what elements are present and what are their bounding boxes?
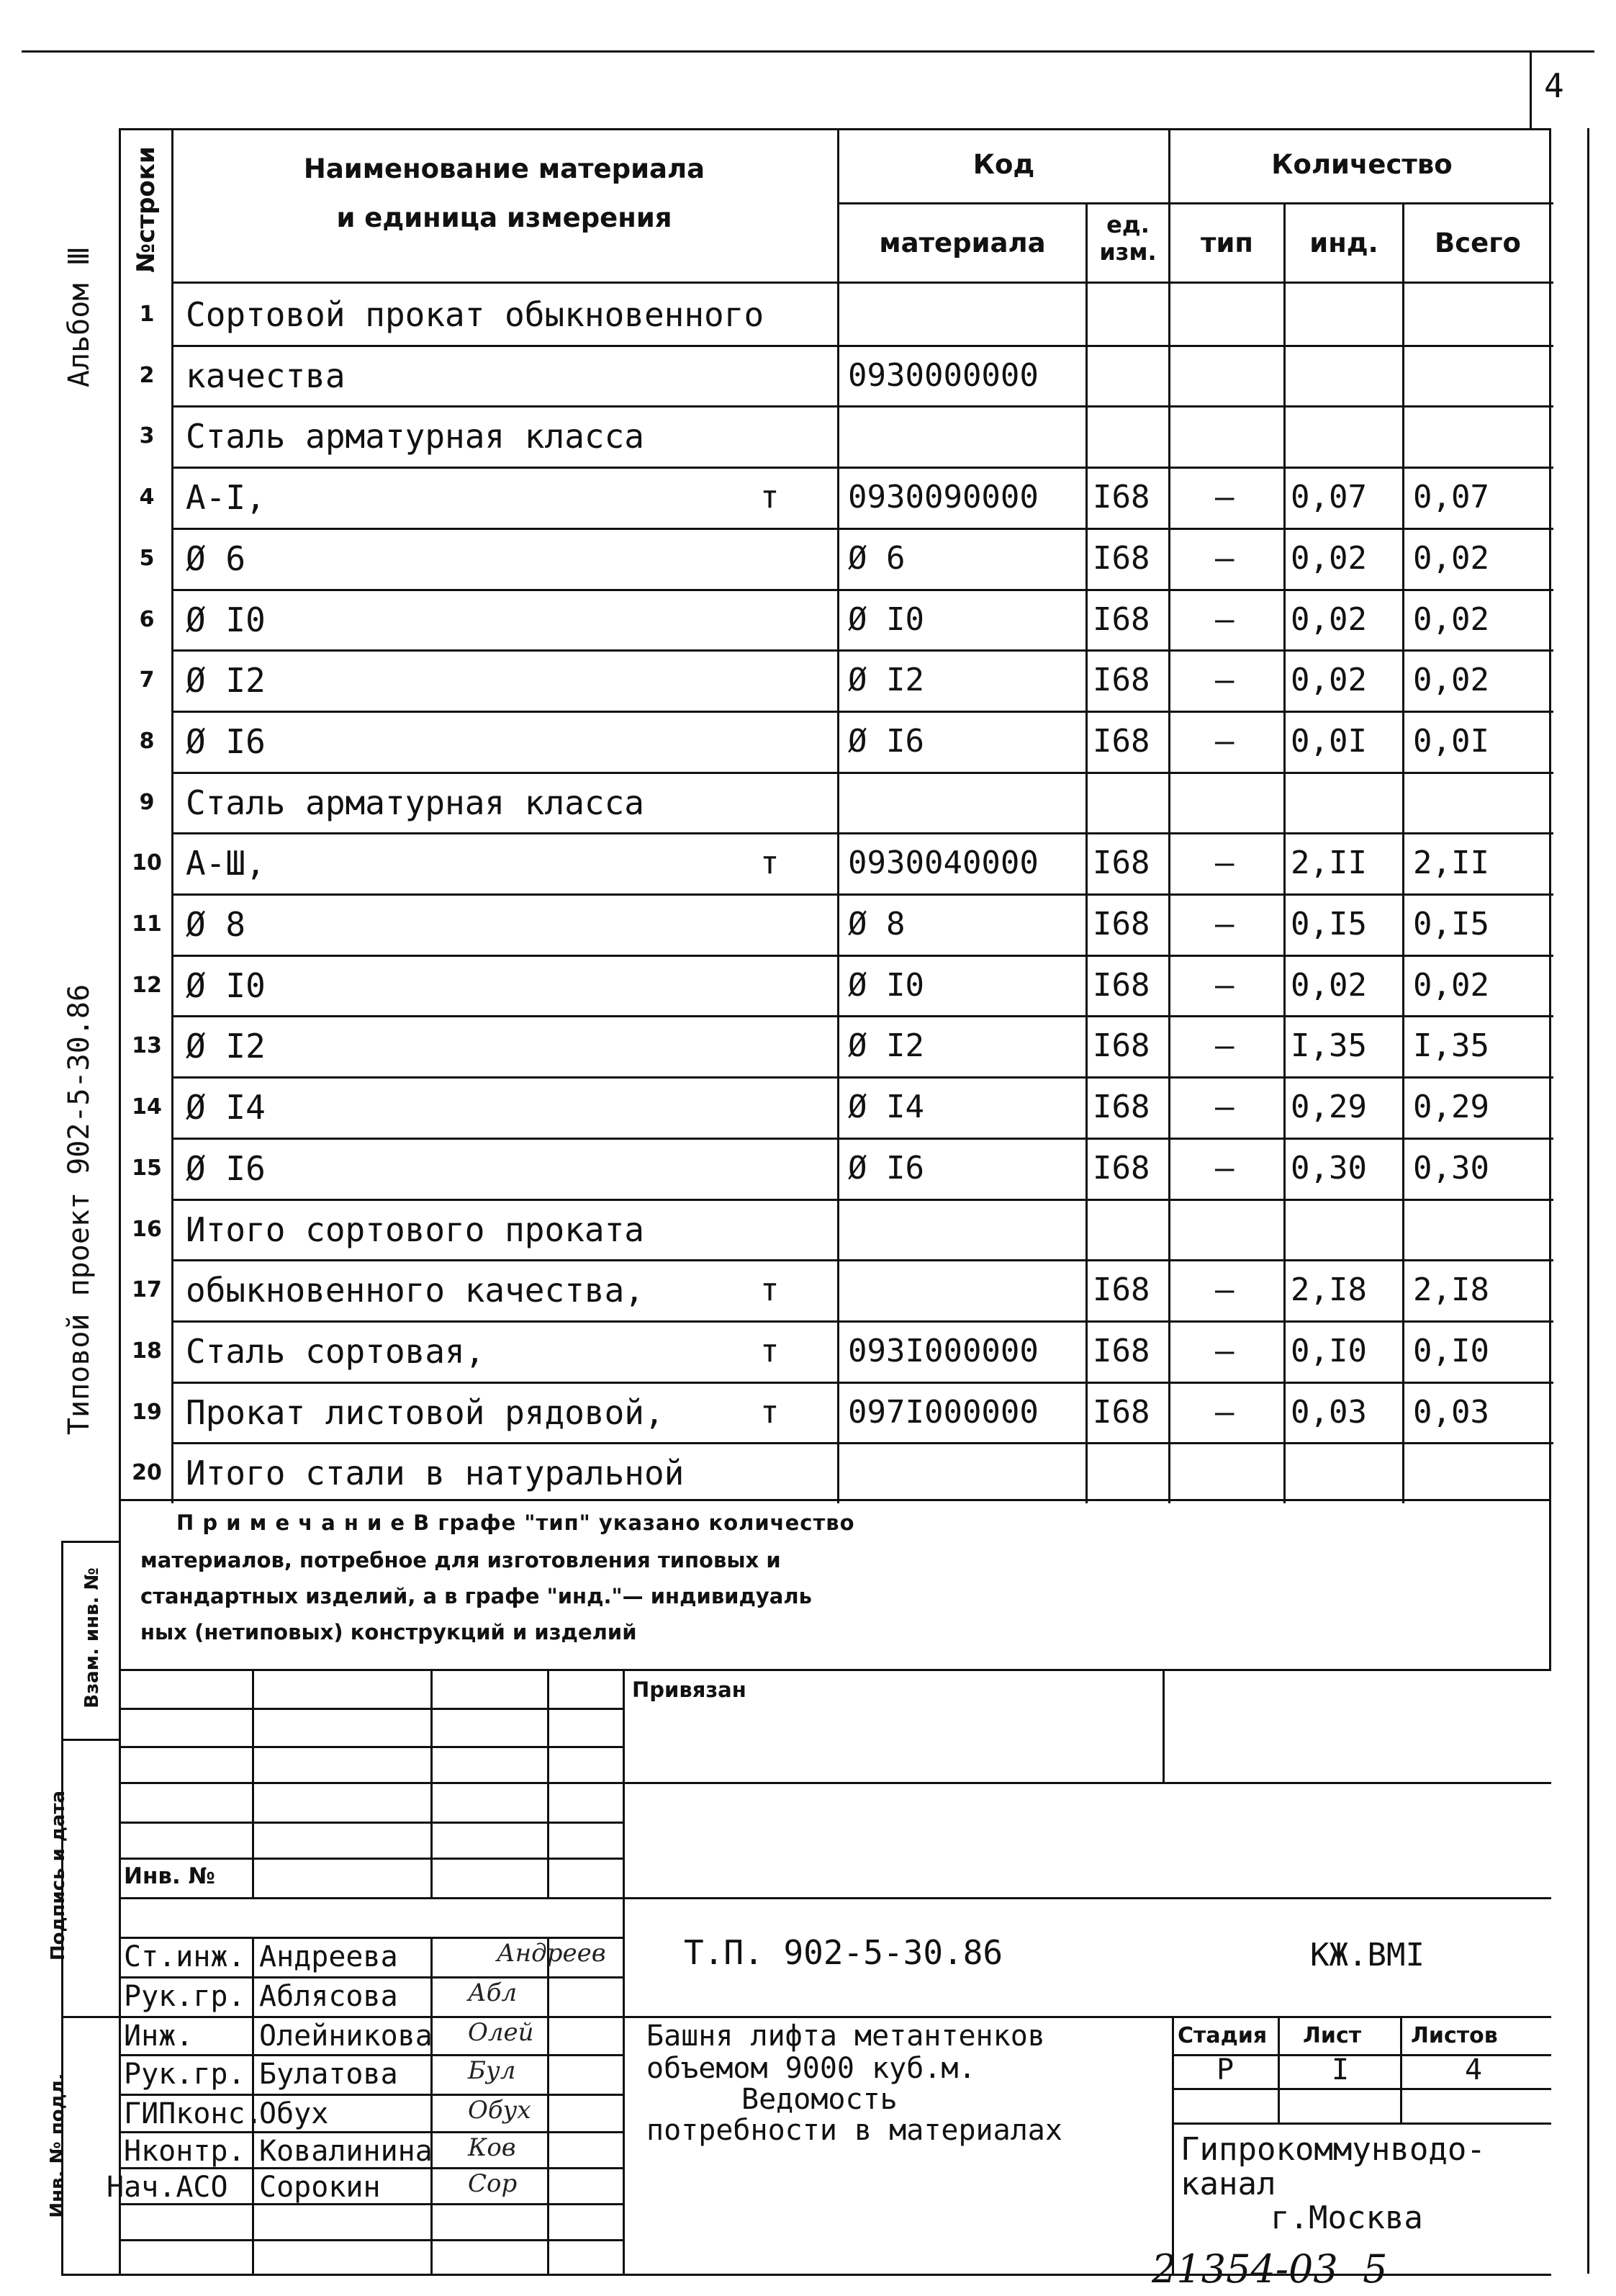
qty-ind: 0,I5	[1291, 906, 1367, 942]
qty-total: 0,02	[1413, 967, 1489, 1004]
qty-total: 0,07	[1413, 479, 1489, 516]
qty-typ: –	[1215, 723, 1234, 760]
qty-total: 0,03	[1413, 1394, 1489, 1431]
signer-name: Булатова	[259, 2058, 398, 2091]
signature: Олей	[468, 2018, 534, 2047]
unit-code: I68	[1093, 1150, 1150, 1187]
qty-total: 2,I8	[1413, 1271, 1489, 1308]
row-number: 8	[139, 729, 155, 754]
row-number: 12	[132, 973, 162, 998]
signature: Абл	[468, 1978, 518, 2007]
row-number: 2	[139, 363, 155, 388]
note-line: П р и м е ч а н и е В графе "тип" указано количество	[176, 1511, 855, 1535]
unit-code: I68	[1093, 601, 1150, 638]
signer-name: Аблясова	[259, 1980, 398, 2013]
unit-code: I68	[1093, 723, 1150, 760]
table-row	[121, 1015, 1553, 1076]
unit: т	[760, 479, 780, 516]
unit-code: I68	[1093, 662, 1150, 698]
material-code: Ø 6	[848, 540, 906, 577]
unit-code: I68	[1093, 1027, 1150, 1064]
signer-name: Олейникова	[259, 2020, 433, 2053]
signer-role: Нконтр.	[124, 2135, 245, 2168]
material-name: А-Ш,	[186, 844, 266, 883]
signature: Обух	[468, 2096, 531, 2125]
table-row	[121, 345, 1553, 406]
description-line: потребности в материалах	[646, 2114, 1062, 2147]
qty-total: 0,29	[1413, 1089, 1489, 1125]
material-code: Ø I4	[848, 1089, 924, 1125]
material-name: Итого сортового проката	[186, 1210, 644, 1249]
row-number: 3	[139, 423, 155, 449]
qty-typ: –	[1215, 601, 1234, 638]
sheets-label: Листов	[1411, 2023, 1498, 2048]
sheet-number: 4	[1544, 66, 1564, 105]
material-name: Итого стали в натуральной	[186, 1454, 685, 1493]
signature: Андреев	[497, 1939, 606, 1968]
qty-typ: –	[1215, 1333, 1234, 1369]
table-row	[121, 955, 1553, 1016]
material-code: 0930040000	[848, 845, 1039, 881]
table-row	[121, 1442, 1553, 1503]
unit-code: I68	[1093, 479, 1150, 516]
qty-total: I,35	[1413, 1027, 1489, 1064]
signer-role: Инж.	[124, 2020, 194, 2053]
stage-value: Р	[1216, 2053, 1234, 2086]
row-number: 11	[132, 911, 162, 937]
unit: т	[760, 1333, 780, 1369]
table-row	[121, 528, 1553, 589]
qty-ind: 0,I0	[1291, 1333, 1367, 1369]
qty-typ: –	[1215, 906, 1234, 942]
unit-code: I68	[1093, 1271, 1150, 1308]
qty-ind: 0,0I	[1291, 723, 1367, 760]
stage-label: Стадия	[1178, 2023, 1268, 2048]
material-name: А-I,	[186, 478, 266, 517]
row-number: 20	[132, 1460, 162, 1485]
qty-typ: –	[1215, 1271, 1234, 1308]
row-number: 14	[132, 1094, 162, 1120]
sheet-code: КЖ.ВМI	[1310, 1937, 1425, 1973]
qty-ind: 0,02	[1291, 662, 1367, 698]
material-name: Ø I0	[186, 600, 266, 639]
table-row	[121, 711, 1553, 772]
unit: т	[760, 845, 780, 881]
material-code: Ø I6	[848, 723, 924, 760]
qty-total: 0,30	[1413, 1150, 1489, 1187]
row-number: 18	[132, 1338, 162, 1364]
unit: т	[760, 1271, 780, 1308]
row-number: 15	[132, 1156, 162, 1181]
sheet-label: Лист	[1303, 2023, 1362, 2048]
signer-name: Ковалинина	[259, 2135, 433, 2168]
table-row	[121, 649, 1553, 711]
qty-typ: –	[1215, 1089, 1234, 1125]
material-code: 0930000000	[848, 357, 1039, 394]
qty-ind: 0,02	[1291, 967, 1367, 1004]
table-row	[121, 284, 1553, 345]
table-row	[121, 1320, 1553, 1382]
note-line: ных (нетиповых) конструкций и изделий	[140, 1620, 637, 1644]
sheet-number-box-left	[1530, 50, 1532, 128]
material-name: Ø I4	[186, 1088, 266, 1127]
album-label: Альбом Ⅲ	[63, 246, 96, 388]
signer-name: Обух	[259, 2097, 329, 2130]
table-row	[121, 1259, 1553, 1320]
unit-code: I68	[1093, 540, 1150, 577]
unit-header-line1: ед.	[1106, 211, 1150, 238]
material-code: 093I000000	[848, 1333, 1039, 1369]
qty-ind: 0,07	[1291, 479, 1367, 516]
qty-typ: –	[1215, 1394, 1234, 1431]
table-row	[121, 405, 1553, 467]
row-number: 7	[139, 667, 155, 693]
signer-role: Ст.инж.	[124, 1940, 245, 1973]
qty-total: 0,02	[1413, 662, 1489, 698]
row-number: 19	[132, 1400, 162, 1425]
signer-role: Нач.АСО	[107, 2171, 228, 2204]
original-inv-label: Инв. № подл.	[47, 2073, 68, 2218]
row-number: 9	[139, 790, 155, 815]
unit-code: I68	[1093, 845, 1150, 881]
qty-typ: –	[1215, 540, 1234, 577]
unit-code: I68	[1093, 967, 1150, 1004]
row-number: 17	[132, 1277, 162, 1302]
signature: Бул	[468, 2056, 516, 2085]
name-header-line2: и единица измерения	[336, 202, 672, 233]
row-number: 13	[132, 1033, 162, 1058]
note-line: стандартных изделий, а в графе "инд."— индивидуаль	[140, 1584, 812, 1608]
inv-no-label: Инв. №	[124, 1863, 215, 1889]
description-line: Башня лифта метантенков	[646, 2020, 1045, 2053]
sheet-value: I	[1332, 2053, 1350, 2086]
project-label: Типовой проект 902-5-30.86	[63, 983, 96, 1436]
row-number: 6	[139, 607, 155, 632]
material-code: 097I000000	[848, 1394, 1039, 1431]
privyazan-label: Привязан	[632, 1678, 746, 1702]
qty-total: 0,I0	[1413, 1333, 1489, 1369]
material-name: Ø I6	[186, 722, 266, 761]
material-name: Сталь сортовая,	[186, 1332, 485, 1371]
signature: Ков	[468, 2133, 516, 2162]
unit: т	[760, 1394, 780, 1431]
organization-line: г.Москва	[1270, 2200, 1423, 2236]
qty-total: 0,02	[1413, 540, 1489, 577]
qty-ind: 0,02	[1291, 540, 1367, 577]
doc-code: Т.П. 902-5-30.86	[684, 1933, 1003, 1972]
qty-total: 0,0I	[1413, 723, 1489, 760]
qty-typ: –	[1215, 662, 1234, 698]
materials-table	[119, 128, 1551, 1501]
material-code-header: материала	[879, 228, 1046, 258]
signer-role: Рук.гр.	[124, 1980, 245, 2013]
row-number: 5	[139, 546, 155, 571]
signer-name: Сорокин	[259, 2171, 381, 2204]
description-line: объемом 9000 куб.м.	[646, 2052, 976, 2085]
note-line: материалов, потребное для изготовления типовых и	[140, 1548, 781, 1572]
signature: Сор	[468, 2169, 518, 2198]
table-row	[121, 1076, 1553, 1138]
material-name: обыкновенного качества,	[186, 1271, 644, 1310]
code-header: Код	[972, 149, 1035, 180]
qty-ind: I,35	[1291, 1027, 1367, 1064]
unit-code: I68	[1093, 1333, 1150, 1369]
table-row	[121, 893, 1553, 955]
material-name: качества	[186, 356, 346, 395]
material-name: Сортовой прокат обыкновенного	[186, 295, 764, 334]
material-name: Ø 6	[186, 539, 246, 578]
row-number-header: №строки	[132, 146, 161, 273]
material-code: Ø I0	[848, 967, 924, 1004]
qty-ind: 0,30	[1291, 1150, 1367, 1187]
material-name: Ø I6	[186, 1149, 266, 1188]
material-code: Ø I2	[848, 1027, 924, 1064]
material-code: 0930090000	[848, 479, 1039, 516]
total-header: Всего	[1435, 228, 1521, 258]
right-border	[1587, 128, 1589, 2274]
material-code: Ø I2	[848, 662, 924, 698]
bottom-archive-number: 21354-03 5	[1152, 2246, 1388, 2292]
qty-typ: –	[1215, 479, 1234, 516]
note-box-right	[1549, 1501, 1551, 1670]
qty-total: 0,I5	[1413, 906, 1489, 942]
top-border	[22, 50, 1594, 53]
unit-code: I68	[1093, 1089, 1150, 1125]
material-name: Сталь арматурная класса	[186, 417, 644, 456]
qty-typ: –	[1215, 845, 1234, 881]
qty-ind: 2,I8	[1291, 1271, 1367, 1308]
sheets-value: 4	[1465, 2053, 1483, 2086]
ind-header: инд.	[1309, 228, 1378, 258]
material-name: Ø I2	[186, 661, 266, 700]
row-number: 4	[139, 485, 155, 510]
material-name: Ø I2	[186, 1027, 266, 1066]
description-line: Ведомость	[741, 2083, 898, 2116]
signature-date-label: Подпись и дата	[48, 1790, 69, 1961]
material-code: Ø 8	[848, 906, 906, 942]
table-row	[121, 589, 1553, 650]
organization-line: канал	[1181, 2166, 1276, 2202]
table-row	[121, 467, 1553, 528]
row-number: 1	[139, 302, 155, 327]
signer-role: Рук.гр.	[124, 2058, 245, 2091]
unit-code: I68	[1093, 906, 1150, 942]
qty-ind: 0,02	[1291, 601, 1367, 638]
qty-typ: –	[1215, 967, 1234, 1004]
quantity-header: Количество	[1271, 149, 1453, 180]
material-name: Сталь арматурная класса	[186, 783, 644, 822]
material-name: Ø 8	[186, 905, 246, 944]
table-row	[121, 832, 1553, 893]
table-row	[121, 772, 1553, 833]
qty-ind: 0,29	[1291, 1089, 1367, 1125]
replaced-inv-label: Взам. инв. №	[81, 1567, 103, 1709]
qty-typ: –	[1215, 1027, 1234, 1064]
qty-total: 2,II	[1413, 845, 1489, 881]
qty-typ: –	[1215, 1150, 1234, 1187]
typ-header: тип	[1201, 228, 1253, 258]
table-row	[121, 1382, 1553, 1443]
signer-name: Андреева	[259, 1940, 398, 1973]
material-name: Прокат листовой рядовой,	[186, 1393, 664, 1432]
qty-ind: 0,03	[1291, 1394, 1367, 1431]
material-code: Ø I6	[848, 1150, 924, 1187]
unit-header-line2: изм.	[1099, 238, 1157, 266]
material-name: Ø I0	[186, 966, 266, 1005]
table-row	[121, 1138, 1553, 1199]
organization-line: Гипрокоммунводо-	[1181, 2131, 1486, 2168]
unit-code: I68	[1093, 1394, 1150, 1431]
signer-role: ГИПконс.	[124, 2097, 263, 2130]
row-number: 16	[132, 1217, 162, 1242]
name-header-line1: Наименование материала	[303, 153, 705, 184]
material-code: Ø I0	[848, 601, 924, 638]
row-number: 10	[132, 850, 162, 875]
table-row	[121, 1199, 1553, 1260]
qty-total: 0,02	[1413, 601, 1489, 638]
qty-ind: 2,II	[1291, 845, 1367, 881]
